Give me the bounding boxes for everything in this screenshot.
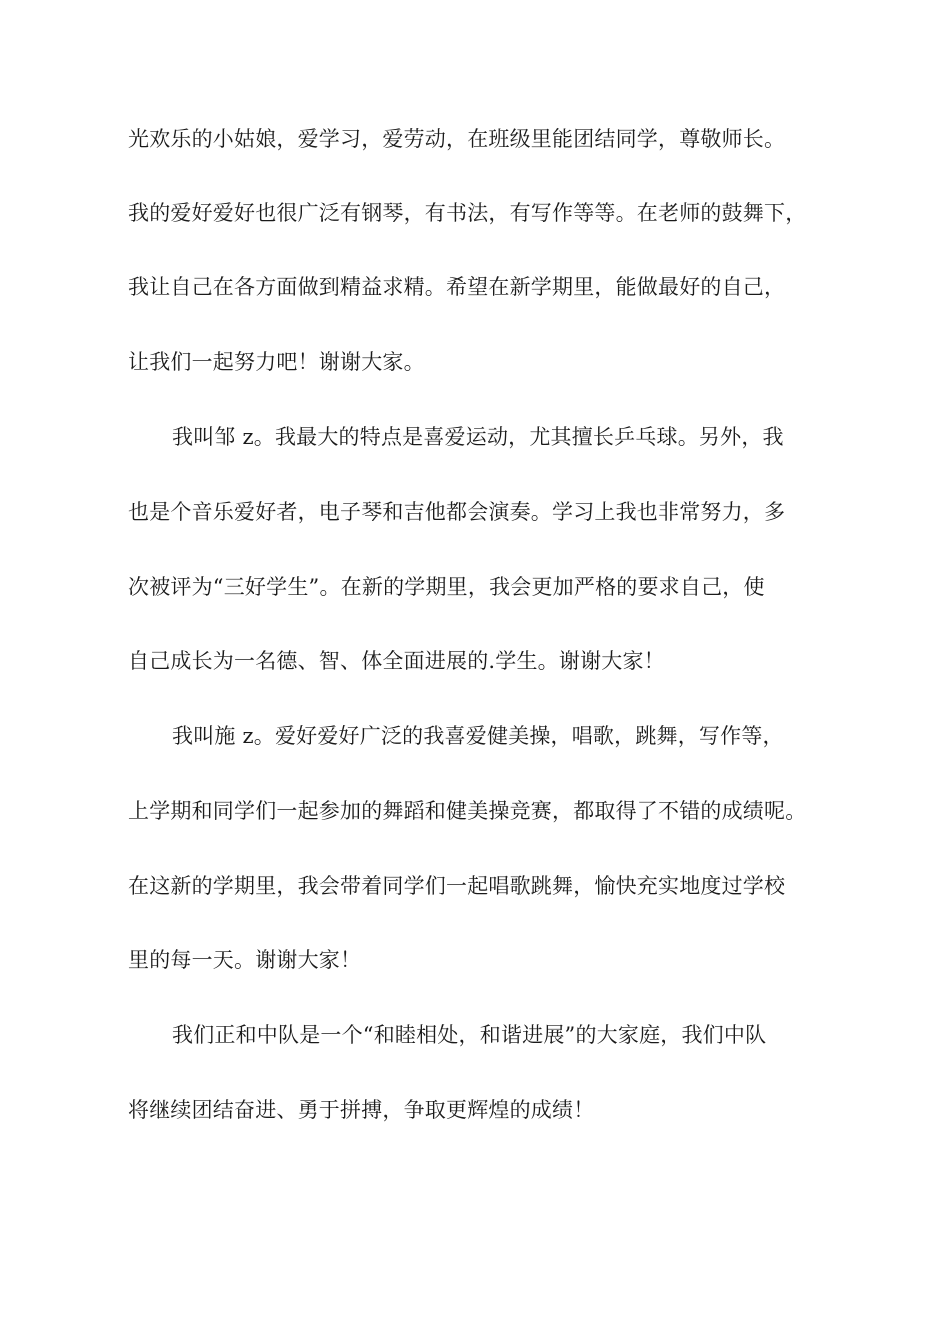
text-line-11: 在这新的学期里，我会带着同学们一起唱歌跳舞，愉快充实地度过学校: [128, 874, 786, 898]
text-line-2: 我的爱好爱好也很广泛有钢琴，有书法，有写作等等。在老师的鼓舞下，: [128, 201, 807, 225]
text-line-1: 光欢乐的小姑娘，爱学习，爱劳动，在班级里能团结同学，尊敬师长。: [128, 127, 786, 151]
paragraph-start-shi: 我叫施 z。爱好爱好广泛的我喜爱健美操，唱歌，跳舞，写作等，: [172, 724, 784, 748]
text-line-4: 让我们一起努力吧！谢谢大家。: [128, 350, 425, 374]
paragraph-start-zou: 我叫邹 z。我最大的特点是喜爱运动，尤其擅长乒乓球。另外，我: [172, 425, 784, 449]
text-line-10: 上学期和同学们一起参加的舞蹈和健美操竞赛，都取得了不错的成绩呢。: [128, 799, 807, 823]
paragraph-start-squad: 我们正和中队是一个“和睦相处，和谐进展”的大家庭，我们中队: [172, 1023, 767, 1047]
text-line-14: 将继续团结奋进、勇于拼搏，争取更辉煌的成绩！: [128, 1098, 595, 1122]
text-line-3: 我让自己在各方面做到精益求精。希望在新学期里，能做最好的自己，: [128, 275, 786, 299]
text-line-6: 也是个音乐爱好者，电子琴和吉他都会演奏。学习上我也非常努力，多: [128, 500, 786, 524]
text-line-12: 里的每一天。谢谢大家！: [128, 948, 362, 972]
text-line-7: 次被评为“三好学生”。在新的学期里，我会更加严格的要求自己，使: [128, 575, 765, 599]
text-line-8: 自己成长为一名德、智、体全面进展的.学生。谢谢大家！: [128, 649, 665, 673]
